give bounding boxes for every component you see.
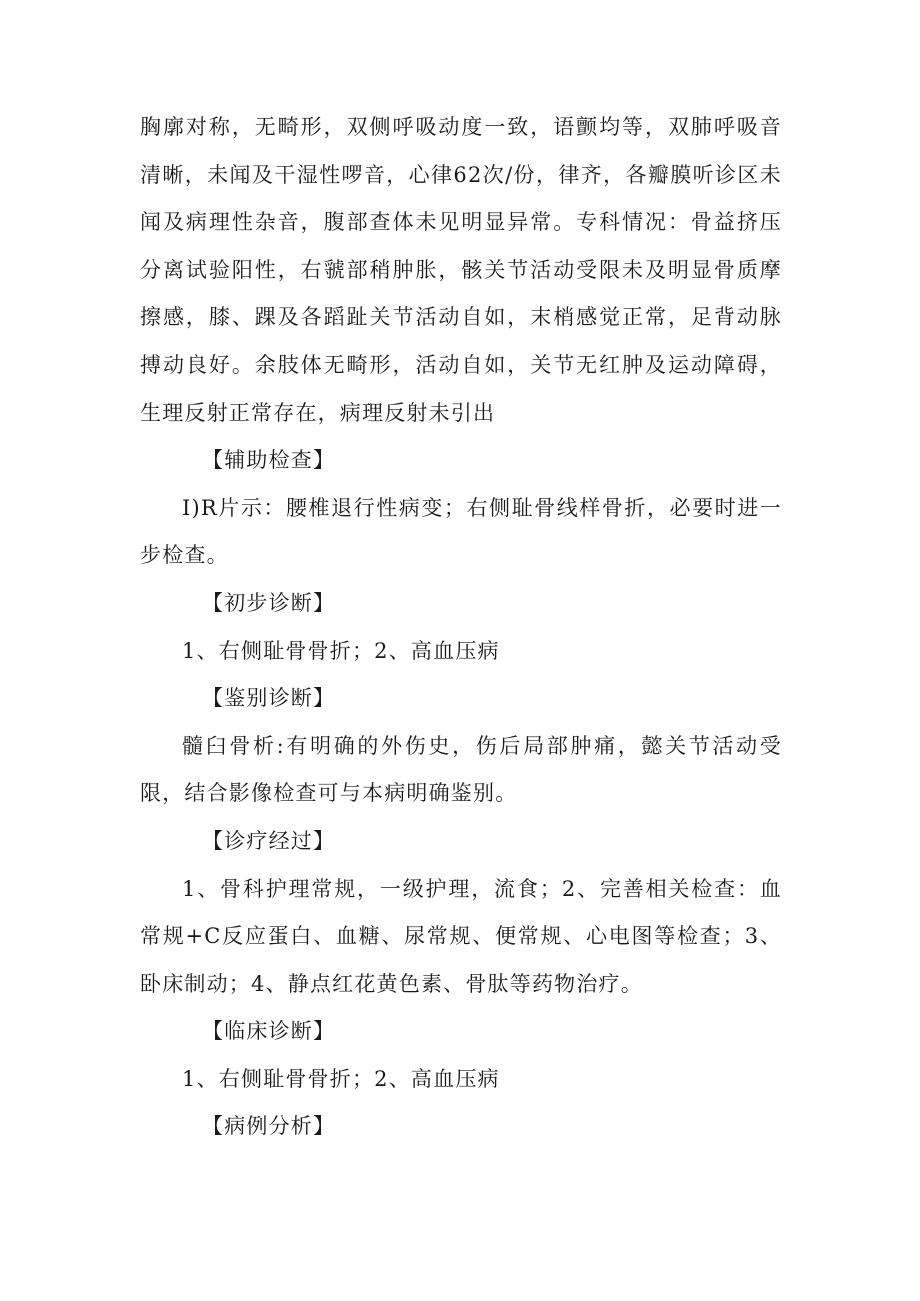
auxiliary-exam-paragraph: I)R片示：腰椎退行性病变；右侧耻骨线样骨折，必要时进一步检查。 [140, 495, 782, 568]
preliminary-diagnosis-heading: 【初步诊断】 [202, 590, 336, 615]
clinical-diagnosis-heading: 【临床诊断】 [202, 1019, 336, 1044]
physical-exam-paragraph: 胸廓对称，无畸形，双侧呼吸动度一致，语颤均等，双肺呼吸音清晰，未闻及干湿性啰音，心律62次/份，律齐，各瓣膜听诊区未闻及病理性杂音，腹部查体未见明显异常。专科情况：骨益挤压分离试验阳性，右虢部稍肿胀，骸关节活动受限未及明显骨质摩擦感，膝、踝及各蹈趾关节活动自如，末梢感觉正常，足背动脉搏动良好。余肢体无畸形，活动自如，关节无红肿及运动障碍，生理反射正常存在，病理反射未引出 [140, 115, 782, 425]
differential-diagnosis-paragraph: 髓臼骨析:有明确的外伤史，伤后局部肿痛，懿关节活动受限，结合影像检查可与本病明确鉴别。 [140, 733, 782, 806]
differential-diagnosis-heading: 【鉴别诊断】 [202, 686, 336, 711]
treatment-course-heading: 【诊疗经过】 [202, 828, 336, 853]
auxiliary-exam-heading: 【辅助检查】 [202, 448, 336, 473]
document-page [140, 104, 782, 1151]
treatment-course-paragraph: 1、骨科护理常规，一级护理，流食；2、完善相关检查：血常规+C反应蛋白、血糖、尿常规、便常规、心电图等检查；3、卧床制动；4、静点红花黄色素、骨肽等药物治疗。 [140, 876, 782, 996]
clinical-diagnosis-paragraph: 1、右侧耻骨骨折；2、高血压病 [182, 1066, 500, 1091]
case-analysis-heading: 【病例分析】 [202, 1114, 336, 1139]
preliminary-diagnosis-paragraph: 1、右侧耻骨骨折；2、高血压病 [182, 638, 500, 663]
